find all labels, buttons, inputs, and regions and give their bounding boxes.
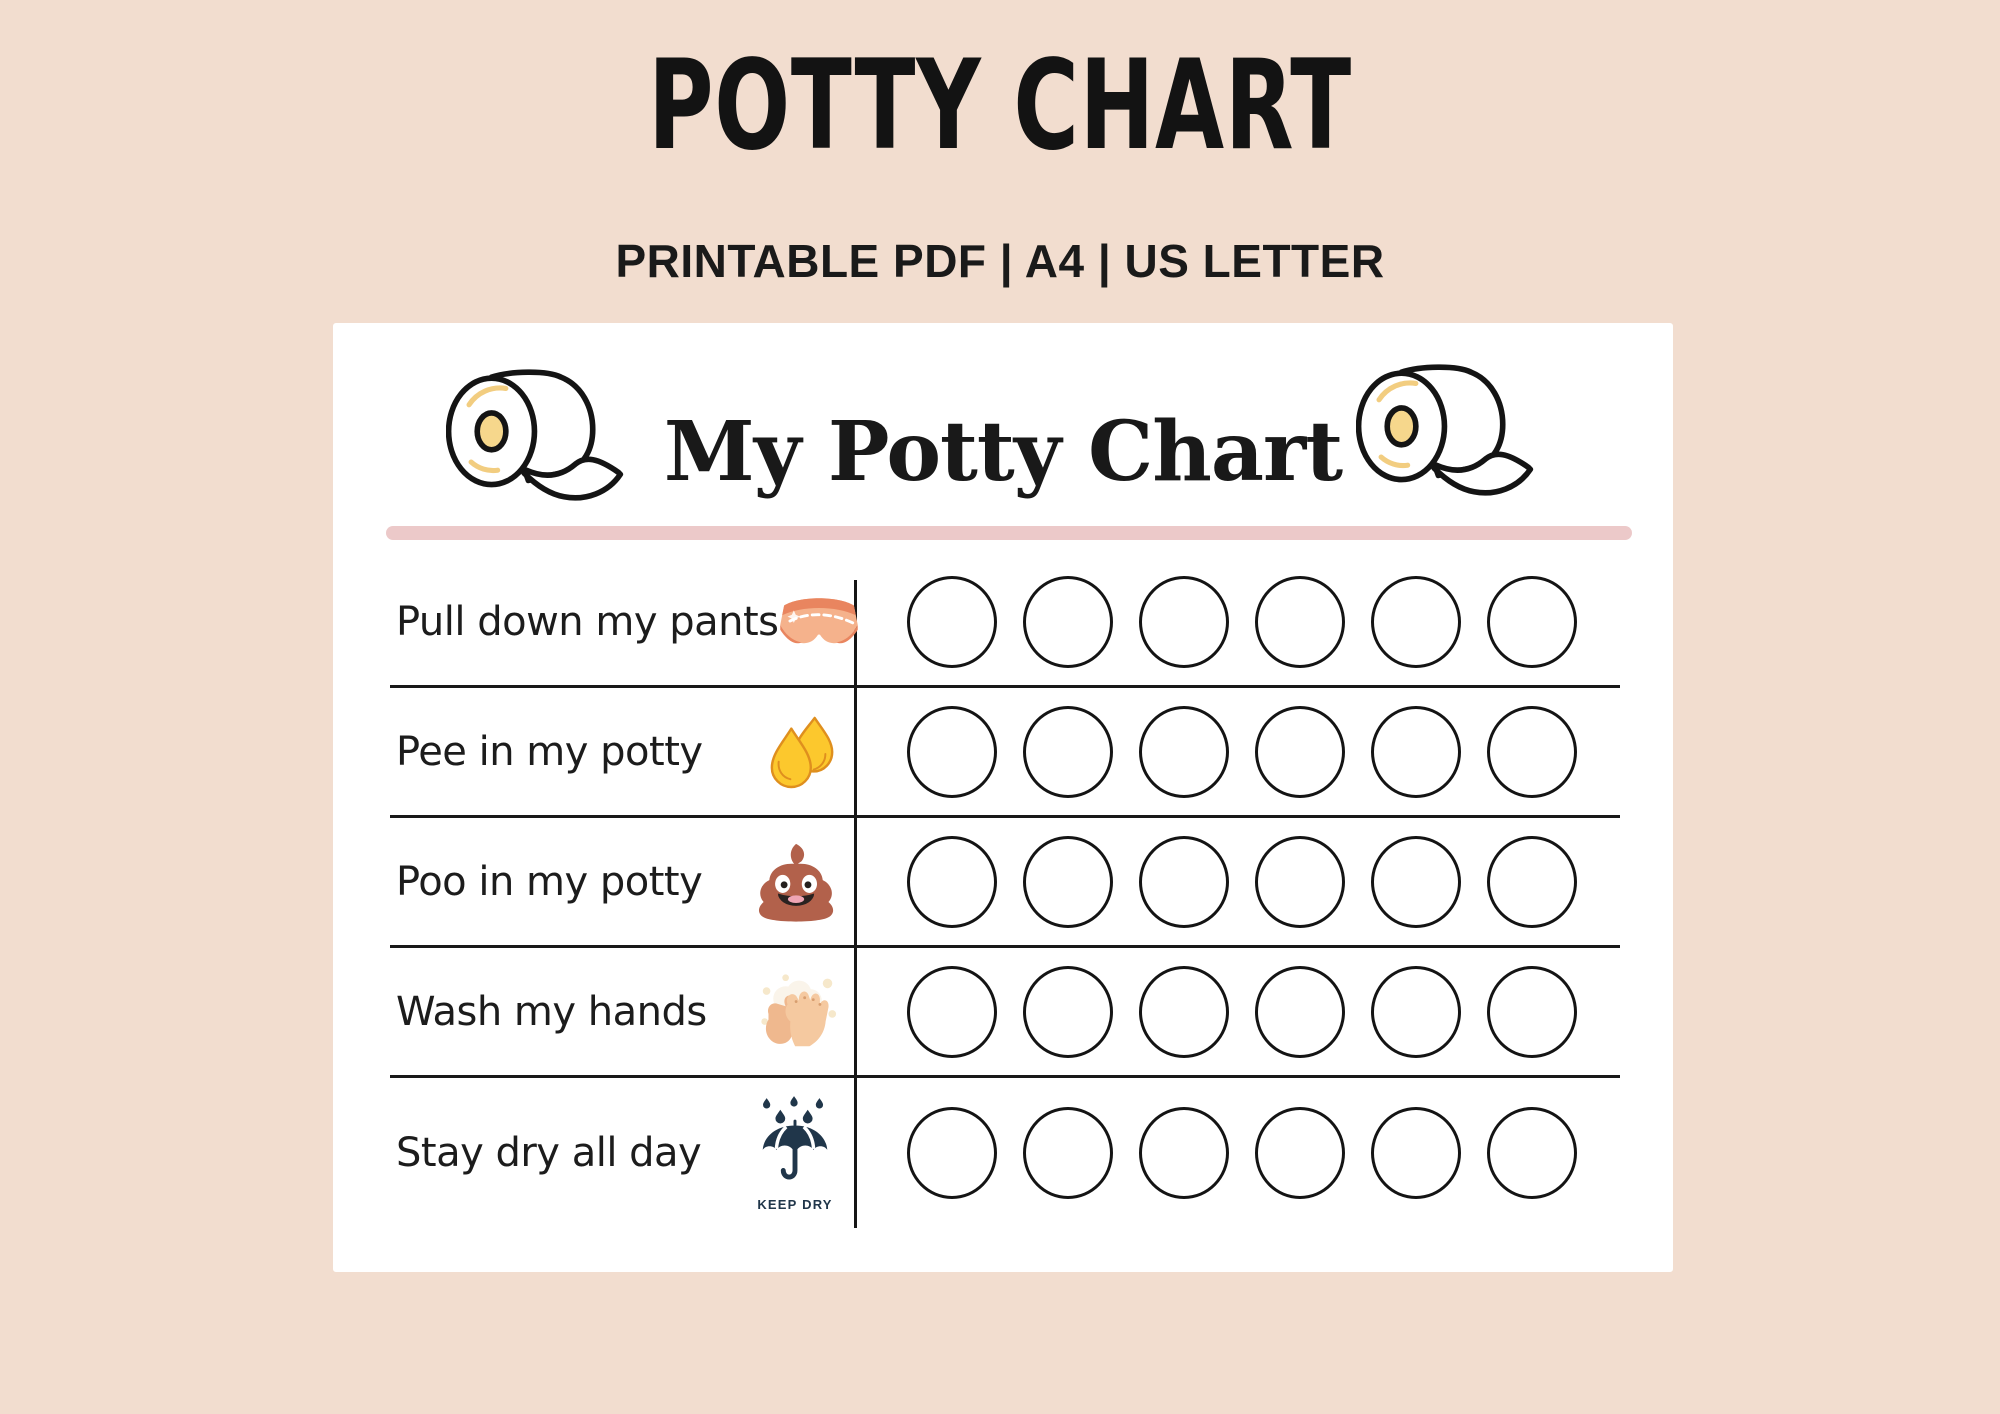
tracker-circle [907,706,997,798]
poop-icon [755,841,839,923]
tracker-circle [1487,576,1577,668]
row-label: Poo in my potty [396,858,703,905]
tracker-circle [1139,966,1229,1058]
row-label: Stay dry all day [396,1130,702,1176]
card-title: My Potty Chart [663,404,1343,500]
page-title: POTTY CHART [648,34,1352,178]
toilet-roll-icon [1356,363,1536,501]
tracker-circle [1139,1107,1229,1199]
tracker-circles [907,706,1577,798]
tracker-circle [1139,836,1229,928]
tracker-circle [1139,576,1229,668]
tracker-circle [1023,836,1113,928]
underwear-icon [778,591,860,653]
tracker-circle [1487,966,1577,1058]
row-label: Wash my hands [396,988,707,1035]
chart-table [390,558,1620,1228]
tracker-circle [1487,1107,1577,1199]
tracker-circle [1487,706,1577,798]
tracker-circle [1255,576,1345,668]
tracker-circle [1371,1107,1461,1199]
tracker-circle [1023,966,1113,1058]
label-cell [390,1096,855,1211]
washing-hands-icon [757,972,839,1052]
tracker-circle [1023,1107,1113,1199]
tracker-circle [1255,706,1345,798]
tracker-circle [1487,836,1577,928]
tracker-circle [1371,576,1461,668]
tracker-circle [907,576,997,668]
tracker-circle [907,1107,997,1199]
tracker-circle [1139,706,1229,798]
label-cell [390,715,855,789]
tracker-circles [907,576,1577,668]
label-cell [390,972,855,1052]
tracker-circle [1255,966,1345,1058]
tracker-circle [1371,966,1461,1058]
tracker-circles [907,966,1577,1058]
page-subtitle: PRINTABLE PDF | A4 | US LETTER [615,235,1385,287]
tracker-circle [1371,836,1461,928]
tracker-circle [1023,706,1113,798]
row-label: Pull down my pants [396,598,779,645]
tracker-circles [907,836,1577,928]
chart-row-poo-in-potty [390,818,1620,948]
tracker-circle [1371,706,1461,798]
tracker-circle [1255,1107,1345,1199]
tracker-circle [907,966,997,1058]
pink-divider [386,526,1632,540]
keep-dry-caption: KEEP DRY [757,1196,833,1212]
chart-row-wash-hands [390,948,1620,1078]
card-header [333,323,1673,553]
tracker-circle [1255,836,1345,928]
chart-row-pee-in-potty [390,688,1620,818]
chart-row-pull-down-pants [390,558,1620,688]
tracker-circles [907,1107,1577,1199]
potty-chart-card [333,323,1673,1272]
tracker-circle [1023,576,1113,668]
keep-dry-icon [751,1096,839,1211]
pee-droplets-icon [767,715,839,789]
chart-row-stay-dry [390,1078,1620,1228]
label-cell [390,591,855,653]
tracker-circle [907,836,997,928]
label-cell [390,841,855,923]
row-label: Pee in my potty [396,728,703,775]
